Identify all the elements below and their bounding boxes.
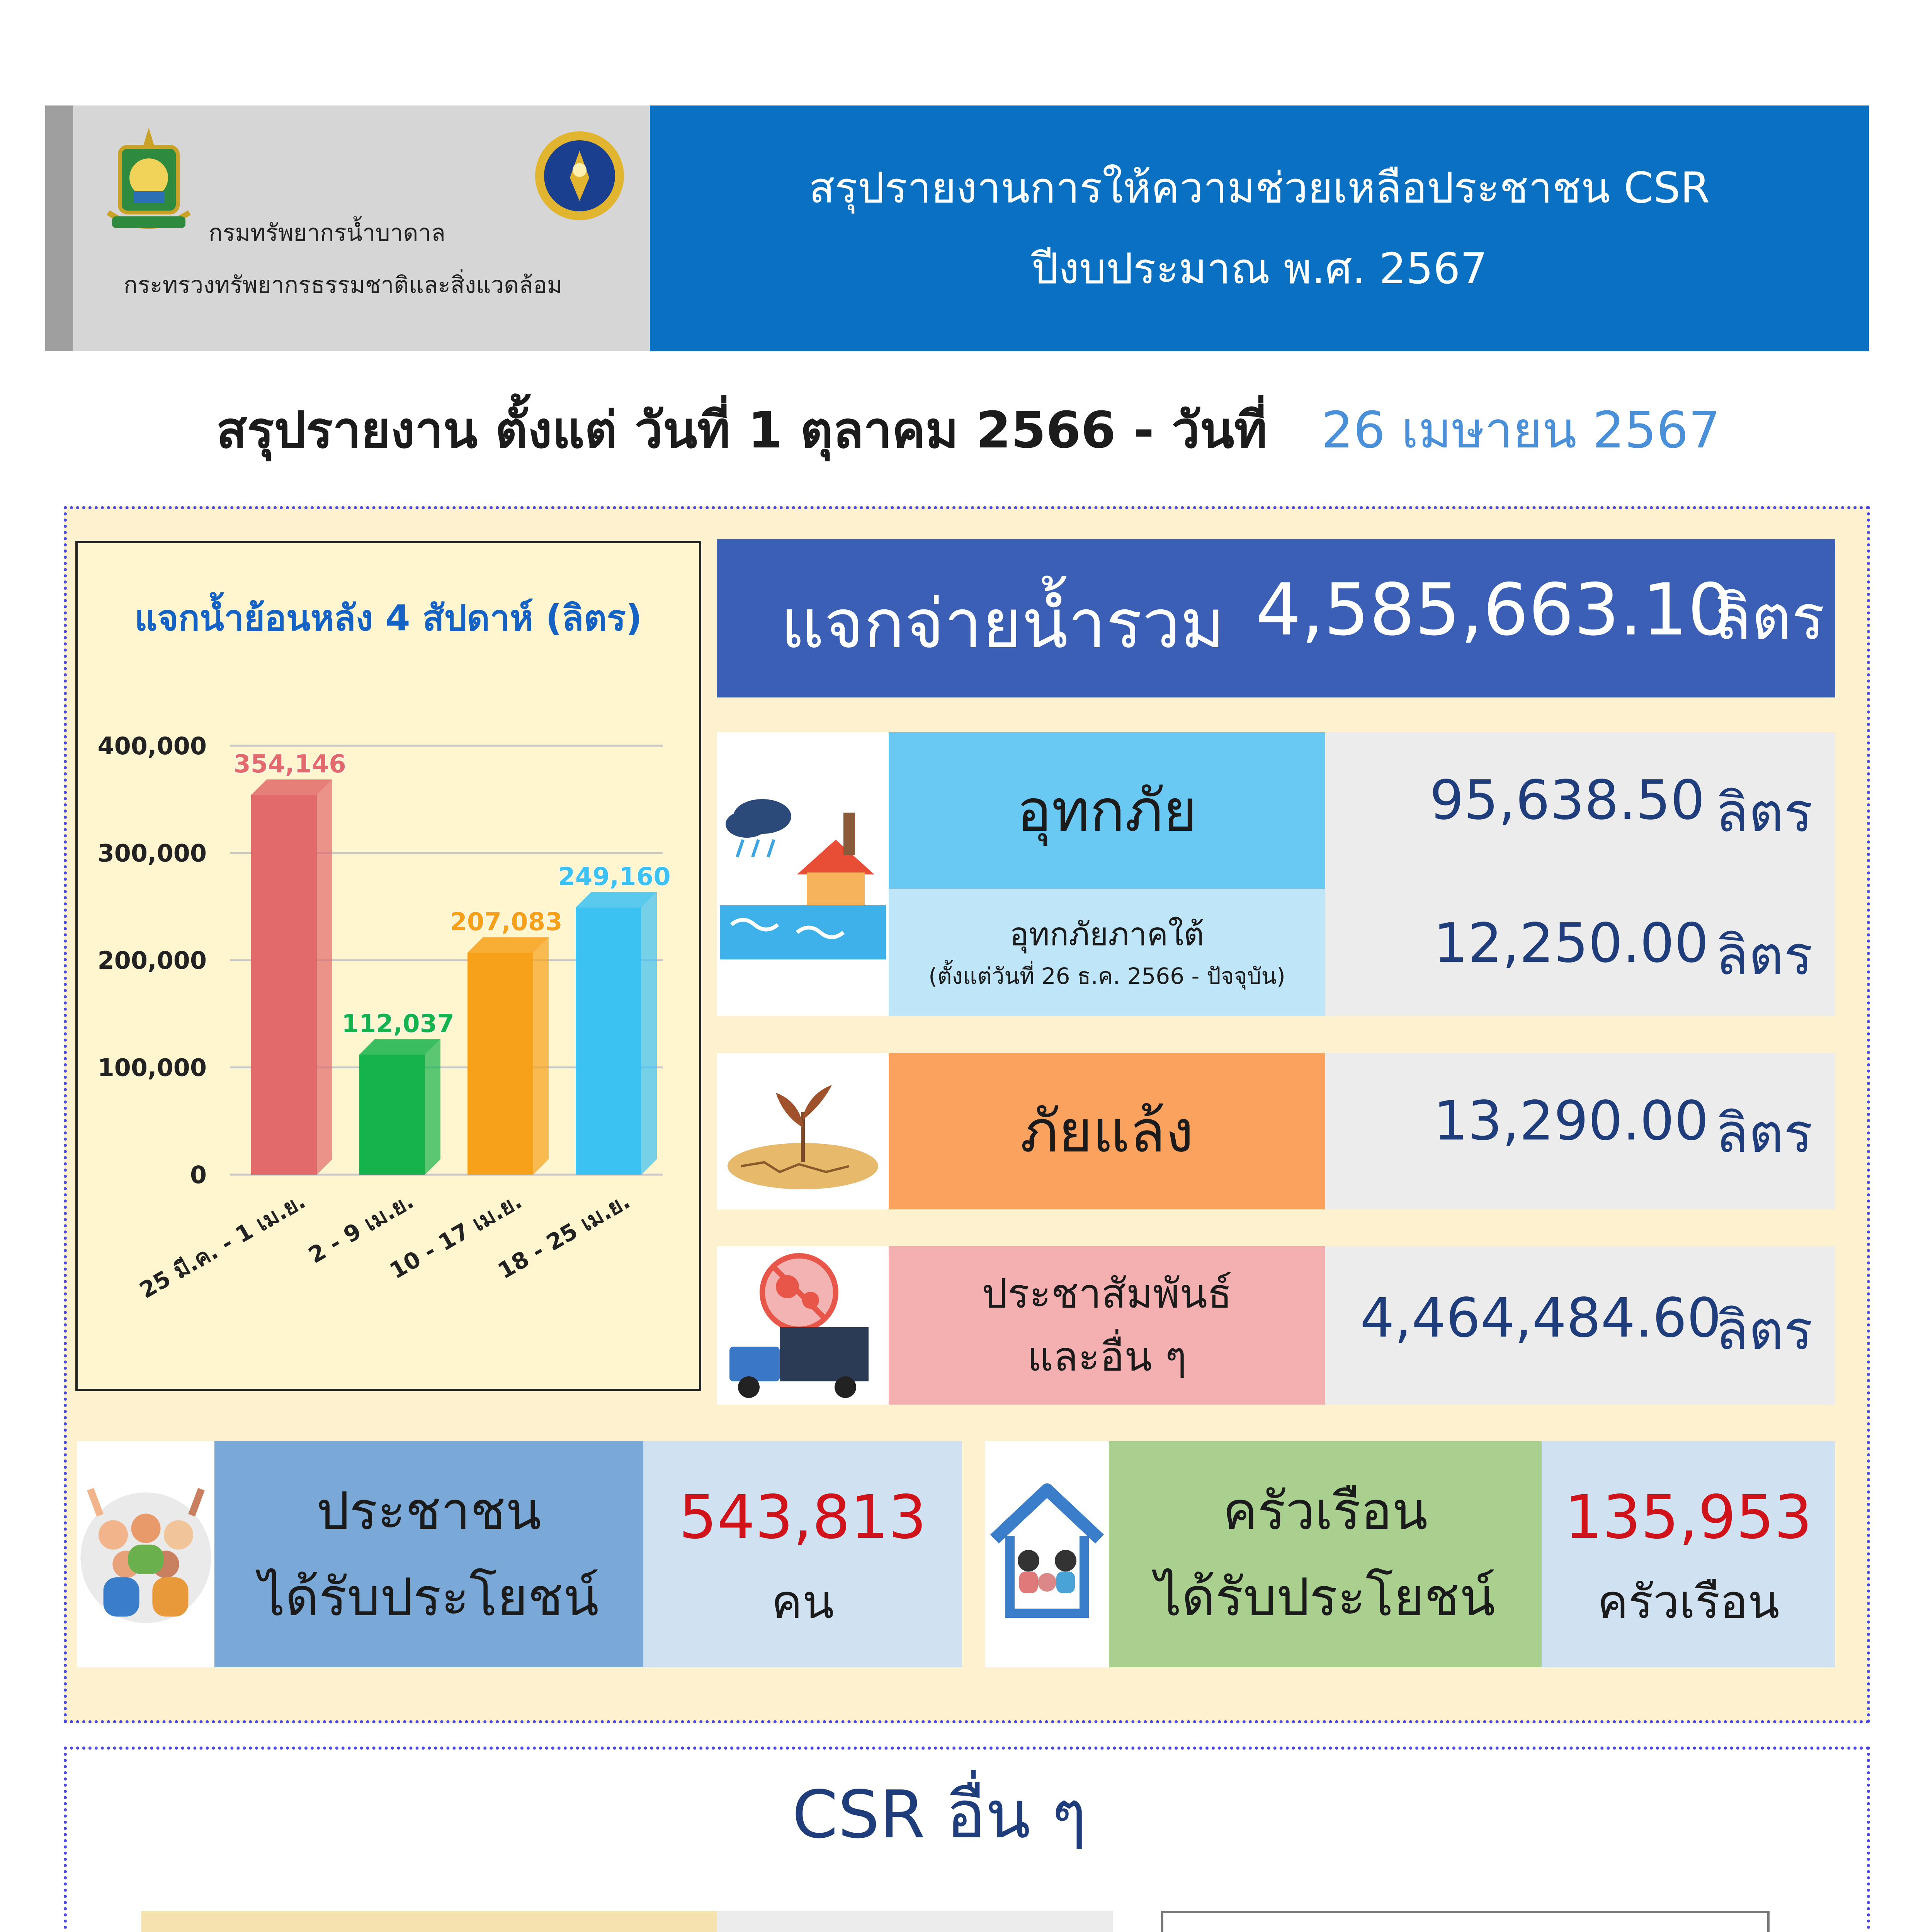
- bar-side: [641, 892, 657, 1175]
- drought-value: 13,290.00: [1433, 1090, 1709, 1153]
- weekly-bar-chart: [75, 726, 701, 1383]
- household-icon-cell: [985, 1441, 1109, 1667]
- pie-chart-panel: [1161, 1911, 1770, 1932]
- south-flood-unit: ลิตร: [1715, 924, 1813, 987]
- report-end-date: 26 เมษายน 2567: [1321, 401, 1720, 459]
- header-title: สรุปรายงานการให้ความช่วยเหลือประชาชน CSR: [809, 163, 1710, 213]
- household-label-cell: [1109, 1441, 1542, 1667]
- flood-label: อุทกภัย: [889, 732, 1325, 889]
- house-family-icon: [985, 1458, 1109, 1651]
- flood-icon: [720, 789, 886, 959]
- bar-category-label: 25 มี.ค. - 1 เม.ย.: [135, 1187, 310, 1304]
- bar: [576, 908, 641, 1175]
- south-flood-label: อุทกภัยภาคใต้: [1010, 916, 1204, 953]
- bar-side: [533, 937, 549, 1175]
- people-label-line2: ได้รับประโยชน์: [258, 1566, 599, 1628]
- bar-category-label: 10 - 17 เม.ย.: [385, 1187, 526, 1284]
- ministry-name: กระทรวงทรัพยากรธรรมชาติและสิ่งแวดล้อม: [124, 272, 563, 299]
- people-label: ประชาชน: [316, 1480, 542, 1541]
- household-value-cell: [1542, 1441, 1835, 1667]
- flood-value: 95,638.50: [1430, 769, 1705, 832]
- bar-chart-title: [75, 595, 701, 641]
- household-value: 135,953: [1564, 1482, 1812, 1552]
- bar-side: [425, 1039, 440, 1175]
- household-unit: ครัวเรือน: [1597, 1575, 1780, 1629]
- household-label: ครัวเรือน: [1222, 1480, 1428, 1541]
- org-name: กรมทรัพยากรน้ำบาดาล: [209, 219, 445, 247]
- total-distribution-row: [717, 539, 1835, 697]
- csr-item-label: [141, 1911, 717, 1932]
- bar: [468, 952, 533, 1175]
- ministry-emblem-icon: [97, 124, 201, 240]
- report-period: สรุปรายงาน ตั้งแต่ วันที่ 1 ตุลาคม 2566 - วันที่: [216, 401, 1268, 459]
- header-title-panel: [650, 105, 1869, 351]
- people-unit: คน: [771, 1575, 834, 1629]
- pr-label: ประชาสัมพันธ์: [981, 1270, 1233, 1318]
- drought-label: ภัยแล้ง: [889, 1053, 1325, 1209]
- pr-value: 4,464,484.60: [1360, 1287, 1722, 1350]
- pr-label-line2: และอื่น ๆ: [1027, 1333, 1187, 1380]
- south-flood-period: (ตั้งแต่วันที่ 26 ธ.ค. 2566 - ปัจจุบัน): [928, 963, 1285, 990]
- bar-y-tick: 300,000: [97, 839, 207, 867]
- bar-y-tick: 100,000: [97, 1053, 207, 1082]
- people-value-cell: [643, 1441, 962, 1667]
- drought-icon: [726, 1070, 880, 1193]
- flood-icon-cell: [717, 732, 889, 1016]
- drought-unit: ลิตร: [1715, 1102, 1813, 1165]
- people-value: 543,813: [679, 1482, 927, 1552]
- total-unit: ลิตร: [1714, 581, 1825, 653]
- bar: [251, 795, 317, 1175]
- flood-unit: ลิตร: [1715, 781, 1813, 844]
- south-flood-label-cell: [889, 889, 1325, 1016]
- csr-title: CSR อื่น ๆ: [792, 1777, 1087, 1853]
- south-flood-value: 12,250.00: [1433, 912, 1709, 975]
- water-truck-icon: [722, 1250, 884, 1401]
- header-accent-strip: [45, 105, 73, 351]
- bar: [359, 1054, 425, 1175]
- csr-item-value-cell: [717, 1911, 1113, 1932]
- bar-side: [317, 779, 332, 1175]
- bar-chart-title-line1: แจกน้ำย้อนหลัง 4 สัปดาห์ (ลิตร): [134, 597, 642, 639]
- bar-value-label: 112,037: [342, 1010, 454, 1039]
- bar-y-tick: 400,000: [97, 732, 207, 760]
- people-label-cell: [214, 1441, 643, 1667]
- pr-unit: ลิตร: [1715, 1299, 1813, 1362]
- people-group-icon: [77, 1462, 214, 1647]
- total-label: แจกจ่ายน้ำรวม: [780, 585, 1225, 663]
- bar-category-label: 18 - 25 เม.ย.: [493, 1187, 634, 1284]
- bar-value-label: 354,146: [233, 750, 346, 779]
- bar-y-tick: 0: [190, 1161, 207, 1189]
- people-icon-cell: [77, 1441, 214, 1667]
- department-seal-icon: [533, 128, 626, 224]
- household-label-line2: ได้รับประโยชน์: [1155, 1566, 1495, 1628]
- bar-category-label: 2 - 9 เม.ย.: [304, 1187, 418, 1269]
- pr-icon-cell: [717, 1246, 889, 1405]
- drought-icon-cell: [717, 1053, 889, 1209]
- total-value: 4,585,663.10: [1256, 568, 1733, 651]
- bar-value-label: 207,083: [450, 908, 563, 937]
- bar-y-tick: 200,000: [97, 946, 207, 975]
- pr-label-cell: [889, 1246, 1325, 1405]
- bar-value-label: 249,160: [558, 862, 671, 891]
- header-fiscal-year: ปีงบประมาณ พ.ศ. 2567: [1031, 244, 1488, 293]
